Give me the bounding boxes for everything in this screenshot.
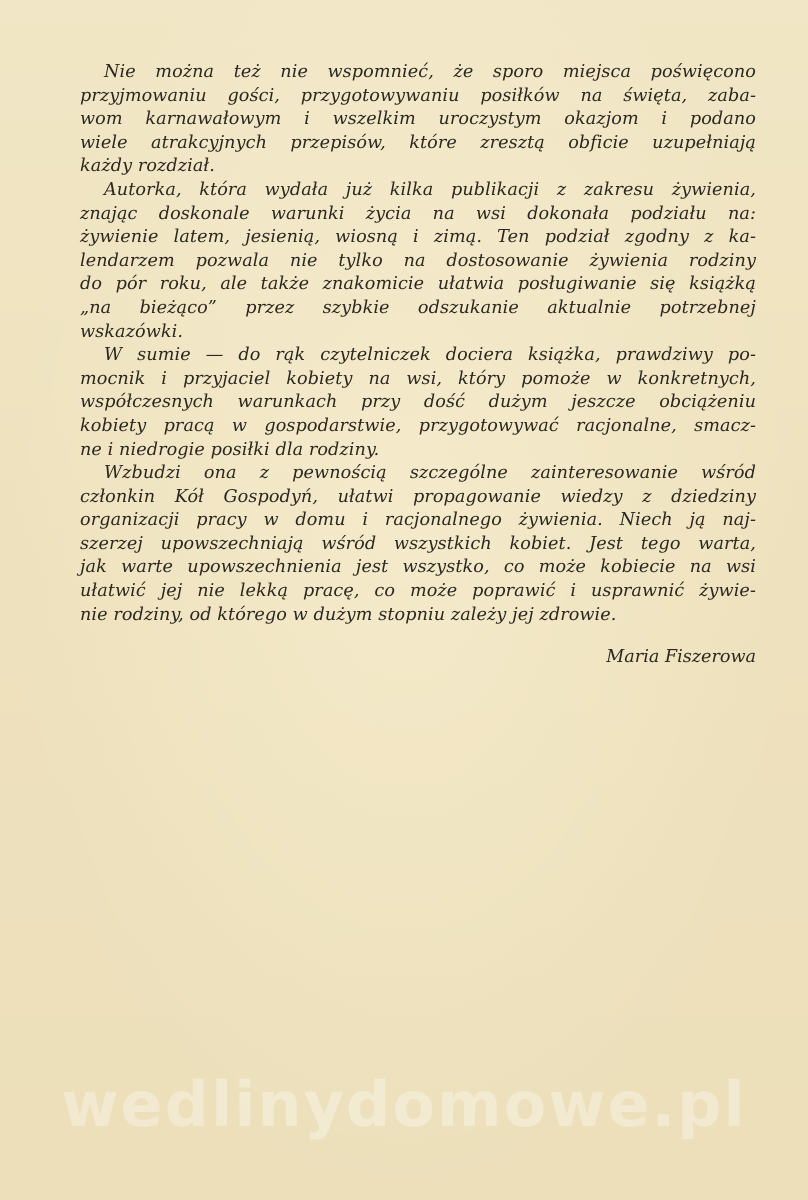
paragraph-4	[80, 462, 756, 627]
text-line: Nie można też nie wspomnieć, że sporo miejsca poświęcono	[104, 62, 756, 82]
paragraph-3	[80, 344, 756, 462]
text-line: nie rodziny, od którego w dużym stopniu zależy jej zdrowie.	[80, 604, 617, 625]
text-line: organizacji pracy w domu i racjonalnego żywienia. Niech ją naj-	[80, 510, 756, 531]
author-signature: Maria Fiszerowa	[606, 647, 756, 667]
text-line: znając doskonale warunki życia na wsi dokonała podziału na:	[80, 203, 756, 224]
text-line: Wzbudzi ona z pewnością szczególne zainteresowanie wśród	[104, 463, 756, 484]
paragraph-1	[80, 61, 756, 179]
text-line: jak warte upowszechnienia jest wszystko, co może kobiecie na wsi	[80, 557, 756, 578]
text-line: lendarzem pozwala nie tylko na dostosowanie żywienia rodziny	[80, 250, 756, 271]
text-line: kobiety pracą w gospodarstwie, przygotowywać racjonalne, smacz-	[80, 415, 756, 436]
text-line: wiele atrakcyjnych przepisów, które zresztą obficie uzupełniają	[80, 132, 756, 153]
text-line: ułatwić jej nie lekką pracę, co może poprawić i usprawnić żywie-	[80, 581, 756, 602]
text-line: wom karnawałowym i wszelkim uroczystym okazjom i podano	[80, 109, 756, 130]
text-line: W sumie — do rąk czytelniczek dociera książka, prawdziwy po-	[104, 345, 756, 366]
text-line: ne i niedrogie posiłki dla rodziny.	[80, 439, 380, 460]
text-line: przyjmowaniu gości, przygotowywaniu posiłków na święta, zaba-	[80, 85, 756, 106]
text-line: szerzej upowszechniają wśród wszystkich kobiet. Jest tego warta,	[80, 533, 756, 554]
text-line: współczesnych warunkach przy dość dużym jeszcze obciążeniu	[80, 392, 756, 413]
watermark: wedlinydomowe.pl	[61, 1068, 747, 1141]
paragraph-2	[80, 179, 756, 344]
text-line: każdy rozdział.	[80, 156, 215, 177]
text-line: do pór roku, ale także znakomicie ułatwia posługiwanie się książką	[80, 274, 756, 295]
body-text	[80, 61, 756, 627]
text-line: członkin Kół Gospodyń, ułatwi propagowanie wiedzy z dziedziny	[80, 486, 756, 507]
text-line: Autorka, która wydała już kilka publikacji z zakresu żywienia,	[104, 179, 756, 200]
text-line: mocnik i przyjaciel kobiety na wsi, który pomoże w konkretnych,	[80, 368, 756, 389]
text-line: żywienie latem, jesienią, wiosną i zimą. Ten podział zgodny z ka-	[80, 227, 756, 248]
text-line: wskazówki.	[80, 321, 184, 342]
text-line: „na bieżąco” przez szybkie odszukanie aktualnie potrzebnej	[80, 297, 756, 318]
